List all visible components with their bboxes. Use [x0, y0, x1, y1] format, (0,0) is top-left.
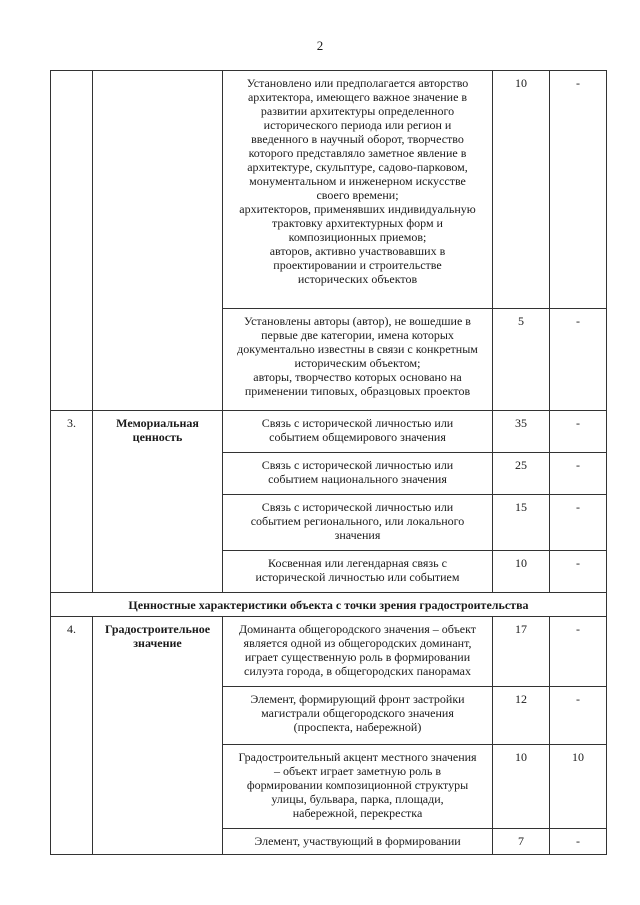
value-cell: -: [550, 829, 607, 855]
table-row: [51, 71, 607, 309]
score-cell: 17: [493, 617, 550, 687]
item-number: 4.: [51, 617, 93, 855]
score-cell: 10: [493, 745, 550, 829]
criterion-name: Градостроительное значение: [93, 617, 223, 855]
value-cell: -: [550, 453, 607, 495]
score-cell: 5: [493, 309, 550, 411]
page-number: 2: [316, 38, 324, 53]
description-cell: Установлены авторы (автор), не вошедшие в первые две категории, имена которых документально известны в связи с конкретным историческим объектом; авторы, творчество которых основано на применении типовых, образцовых проектов: [223, 309, 493, 411]
section-header: Ценностные характеристики объекта с точки зрения градостроительства: [51, 593, 607, 617]
value-cell: -: [550, 617, 607, 687]
number-cell: [51, 71, 93, 411]
criterion-cell: [93, 71, 223, 411]
value-cell: -: [550, 495, 607, 551]
value-cell: 10: [550, 745, 607, 829]
table-row: [51, 411, 607, 453]
description-cell: Связь с исторической личностью или событием общемирового значения: [223, 411, 493, 453]
criteria-table: [50, 70, 607, 855]
item-number: 3.: [51, 411, 93, 593]
score-cell: 10: [493, 71, 550, 309]
description-cell: Косвенная или легендарная связь с исторической личностью или событием: [223, 551, 493, 593]
description-cell: Связь с исторической личностью или событием национального значения: [223, 453, 493, 495]
table-row: [51, 617, 607, 687]
description-cell: Связь с исторической личностью или событием регионального, или локального значения: [223, 495, 493, 551]
value-cell: -: [550, 551, 607, 593]
score-cell: 25: [493, 453, 550, 495]
value-cell: -: [550, 309, 607, 411]
score-cell: 7: [493, 829, 550, 855]
description-cell: Элемент, участвующий в формировании: [223, 829, 493, 855]
description-cell: Доминанта общегородского значения – объект является одной из общегородских доминант, играет существенную роль в формировании силуэта города, в общегородских панорамах: [223, 617, 493, 687]
value-cell: -: [550, 71, 607, 309]
criterion-name: Мемориальная ценность: [93, 411, 223, 593]
value-cell: -: [550, 687, 607, 745]
section-header-row: [51, 593, 607, 617]
score-cell: 15: [493, 495, 550, 551]
score-cell: 35: [493, 411, 550, 453]
value-cell: -: [550, 411, 607, 453]
description-cell: Установлено или предполагается авторство архитектора, имеющего важное значение в развитии архитектуры определенного исторического периода или регион и введенного в научный оборот, творчество которого представляло заметное явление в архитектуре, скульптуре, садово-парковом, монументальном и инженерном искусстве своего времени; архитекторов, применявших индивидуальную трактовку архитектурных форм и композиционных приемов; авторов, активно участвовавших в проектировании и строительстве исторических объектов: [223, 71, 493, 309]
description-cell: Элемент, формирующий фронт застройки магистрали общегородского значения (проспекта, набережной): [223, 687, 493, 745]
score-cell: 10: [493, 551, 550, 593]
description-cell: Градостроительный акцент местного значения – объект играет заметную роль в формировании композиционной структуры улицы, бульвара, парка, площади, набережной, перекрестка: [223, 745, 493, 829]
score-cell: 12: [493, 687, 550, 745]
